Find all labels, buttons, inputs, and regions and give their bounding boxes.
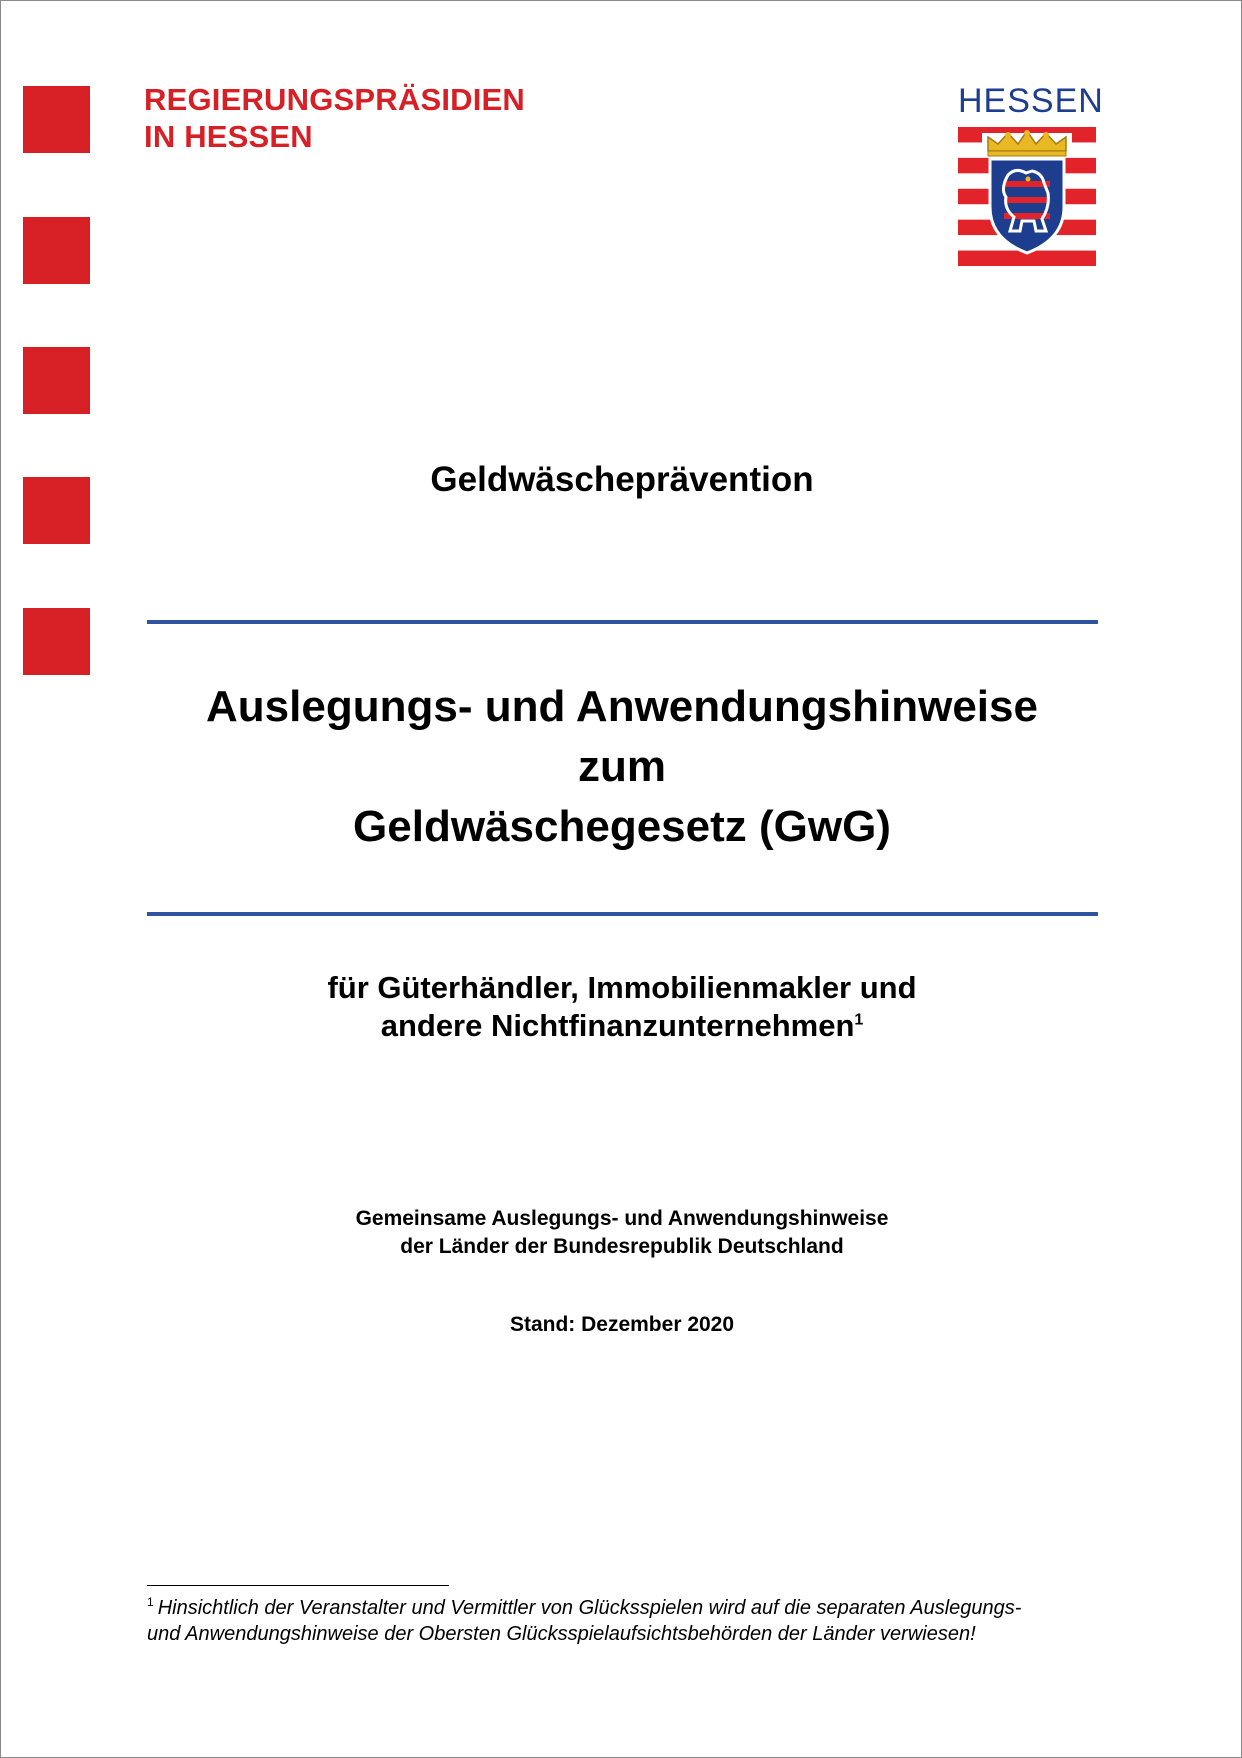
organization-name	[144, 81, 525, 155]
footnote	[147, 1595, 1107, 1647]
document-title-line3: Geldwäschegesetz (GwG)	[353, 802, 891, 851]
organization-name-line2: IN HESSEN	[144, 119, 313, 154]
footnote-separator	[147, 1585, 449, 1586]
document-subtitle-line2: andere Nichtfinanzunternehmen	[380, 1008, 855, 1043]
footnote-line2: und Anwendungshinweise der Obersten Glücksspielaufsichtsbehörden der Länder verwiesen!	[147, 1623, 976, 1645]
title-rule-bottom	[147, 912, 1098, 916]
document-title	[1, 677, 1242, 857]
red-square-decoration	[23, 86, 90, 153]
footnote-line1: Hinsichtlich der Veranstalter und Vermittler von Glücksspielen wird auf die separaten Auslegungs-	[157, 1597, 1022, 1619]
document-status-date: Stand: Dezember 2020	[509, 1313, 735, 1336]
organization-name-line1: REGIERUNGSPRÄSIDIEN	[144, 82, 526, 117]
red-square-decoration	[23, 347, 90, 414]
hessen-logo-word: HESSEN	[958, 82, 1104, 120]
joint-guidance-line1: Gemeinsame Auslegungs- und Anwendungshinweise	[355, 1207, 889, 1230]
joint-guidance-line2: der Länder der Bundesrepublik Deutschland	[400, 1235, 844, 1258]
red-square-decoration	[23, 217, 90, 284]
footnote-reference: 1	[854, 1011, 864, 1029]
hessen-logo	[958, 82, 1104, 266]
document-subtitle-line1: für Güterhändler, Immobilienmakler und	[327, 970, 917, 1005]
footnote-mark: 1	[147, 1595, 154, 1610]
title-rule-top	[147, 620, 1098, 624]
hessen-coat-of-arms-icon	[958, 127, 1096, 266]
document-title-line2: zum	[578, 742, 666, 791]
document-topic: Geldwäscheprävention	[430, 460, 814, 499]
red-square-decoration	[23, 608, 90, 675]
document-subtitle	[1, 969, 1242, 1045]
document-title-line1: Auslegungs- und Anwendungshinweise	[206, 682, 1038, 731]
joint-guidance-note	[1, 1205, 1242, 1261]
